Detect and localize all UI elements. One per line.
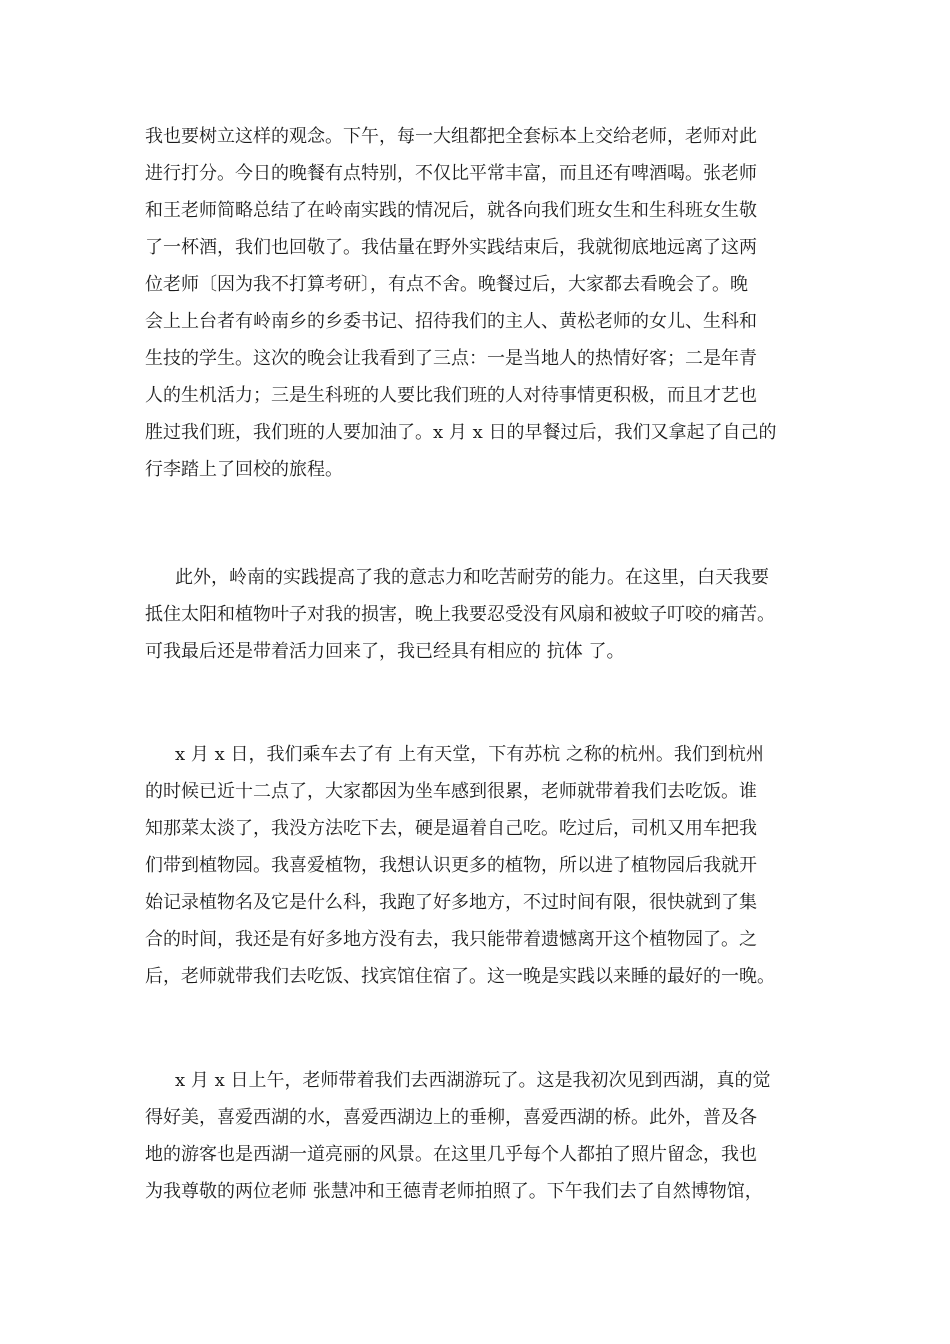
text-line: 们带到植物园。我喜爱植物，我想认识更多的植物，所以进了植物园后我就开 xyxy=(145,855,757,876)
text-line: 我也要树立这样的观念。下午，每一大组都把全套标本上交给老师，老师对此 xyxy=(145,126,757,147)
text-line: 合的时间，我还是有好多地方没有去，我只能带着遗憾离开这个植物园了。之 xyxy=(145,929,757,950)
text-line: 地的游客也是西湖一道亮丽的风景。在这里几乎每个人都拍了照片留念，我也 xyxy=(145,1144,757,1165)
paragraph-endurance xyxy=(145,559,815,670)
text-line: 行李踏上了回校的旅程。 xyxy=(145,459,343,480)
text-line: 为我尊敬的两位老师 张慧冲和王德青老师拍照了。下午我们去了自然博物馆， xyxy=(145,1181,763,1202)
text-line: 人的生机活力；三是生科班的人要比我们班的人对待事情更积极，而且才艺也 xyxy=(145,385,757,406)
text-line: 始记录植物名及它是什么科，我跑了好多地方，不过时间有限，很快就到了集 xyxy=(145,892,757,913)
text-line: 了一杯酒，我们也回敬了。我估量在野外实践结束后，我就彻底地远离了这两 xyxy=(145,237,757,258)
text-line: 会上上台者有岭南乡的乡委书记、招待我们的主人、黄松老师的女儿、生科和 xyxy=(145,311,757,332)
text-line: 进行打分。今日的晚餐有点特别，不仅比平常丰富，而且还有啤酒喝。张老师 xyxy=(145,163,757,184)
paragraph-west-lake xyxy=(145,1062,815,1210)
paragraph-evening-party xyxy=(145,118,815,488)
text-line: 胜过我们班，我们班的人要加油了。x 月 x 日的早餐过后，我们又拿起了自己的 xyxy=(145,422,777,443)
text-line: 得好美，喜爱西湖的水，喜爱西湖边上的垂柳，喜爱西湖的桥。此外，普及各 xyxy=(145,1107,757,1128)
text-line: 此外，岭南的实践提高了我的意志力和吃苦耐劳的能力。在这里，白天我要 xyxy=(175,567,769,588)
text-line: 知那菜太淡了，我没方法吃下去，硬是逼着自己吃。吃过后，司机又用车把我 xyxy=(145,818,757,839)
text-line: 抵住太阳和植物叶子对我的损害，晚上我要忍受没有风扇和被蚊子叮咬的痛苦。 xyxy=(145,604,775,625)
paragraph-hangzhou xyxy=(145,736,815,995)
text-line: 后，老师就带我们去吃饭、找宾馆住宿了。这一晚是实践以来睡的最好的一晚。 xyxy=(145,966,775,987)
text-line: 和王老师简略总结了在岭南实践的情况后，就各向我们班女生和生科班女生敬 xyxy=(145,200,757,221)
text-line: 生技的学生。这次的晚会让我看到了三点：一是当地人的热情好客；二是年青 xyxy=(145,348,757,369)
text-line: x 月 x 日，我们乘车去了有 上有天堂，下有苏杭 之称的杭州。我们到杭州 xyxy=(175,744,764,765)
text-line: 的时候已近十二点了，大家都因为坐车感到很累，老师就带着我们去吃饭。谁 xyxy=(145,781,757,802)
text-line: 可我最后还是带着活力回来了，我已经具有相应的 抗体 了。 xyxy=(145,641,625,662)
text-line: 位老师〔因为我不打算考研〕，有点不舍。晚餐过后，大家都去看晚会了。晚 xyxy=(145,274,748,295)
text-line: x 月 x 日上午，老师带着我们去西湖游玩了。这是我初次见到西湖，真的觉 xyxy=(175,1070,771,1091)
